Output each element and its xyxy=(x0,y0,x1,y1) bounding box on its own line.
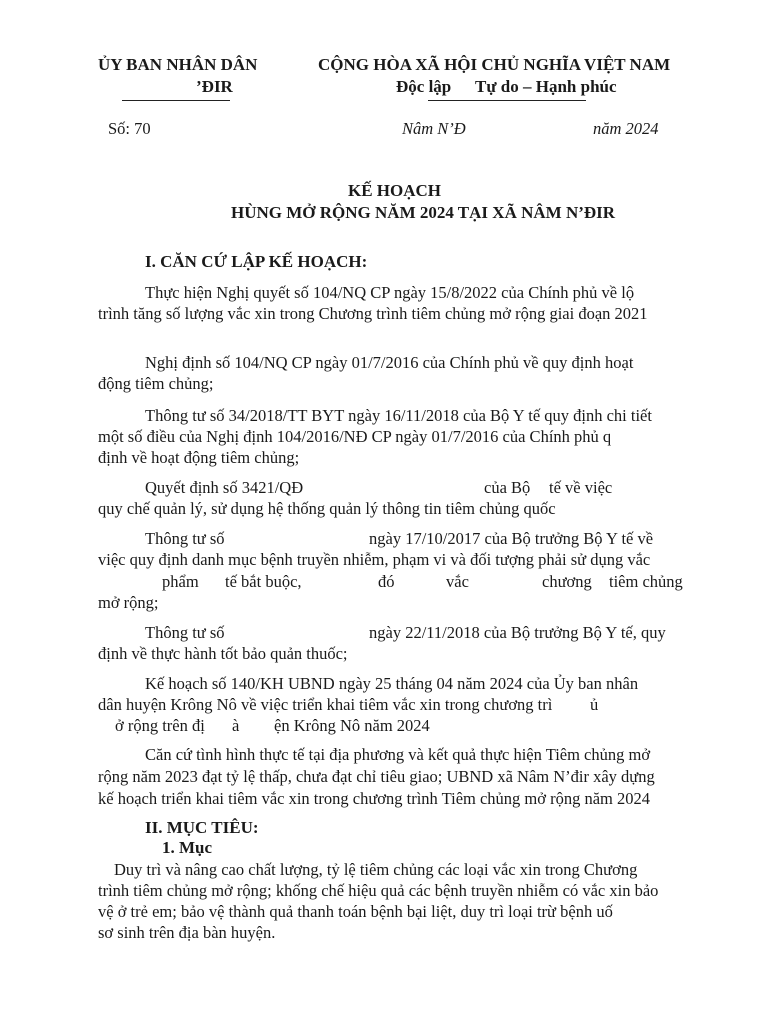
national-motto-b: Tự do – Hạnh phúc xyxy=(475,77,617,96)
para-8-line-1: Căn cứ tình hình thực tế tại địa phương và kết quả thực hiện Tiêm chủng mở xyxy=(145,745,651,764)
section-2-heading: II. MỤC TIÊU: xyxy=(145,818,259,837)
para-5-line-3-w6: tiêm chủng xyxy=(609,572,683,591)
plan-title: KẾ HOẠCH xyxy=(348,181,442,200)
para-7-line-3-w1: ở rộng trên đị xyxy=(115,716,205,735)
agency-locality: ’ĐIR xyxy=(196,77,233,96)
para-7-line-1: Kế hoạch số 140/KH UBND ngày 25 tháng 04 năm 2024 của Ủy ban nhân xyxy=(145,674,639,693)
agency-name: ỦY BAN NHÂN DÂN xyxy=(98,55,258,74)
para-7-line-2b: ủ xyxy=(590,695,599,714)
section-1-heading: I. CĂN CỨ LẬP KẾ HOẠCH: xyxy=(145,252,368,271)
para-2-line-2: động tiêm chủng; xyxy=(98,374,214,393)
plan-subtitle: HÙNG MỞ RỘNG NĂM 2024 TẠI XÃ NÂM N’ĐIR xyxy=(231,203,616,222)
para-4-part-a: Quyết định số 3421/QĐ xyxy=(145,478,304,497)
goal-para-line-1: Duy trì và nâng cao chất lượng, tỷ lệ tiêm chủng các loại vắc xin trong Chương xyxy=(114,860,638,879)
national-motto-a: Độc lập xyxy=(396,77,452,96)
goal-para-line-4: sơ sinh trên địa bàn huyện. xyxy=(98,923,276,942)
para-7-line-3-w2: à xyxy=(232,716,240,735)
para-1-line-2: trình tăng số lượng vắc xin trong Chương trình tiêm chủng mở rộng giai đoạn 2021 xyxy=(98,304,648,323)
para-3-line-3: định về hoạt động tiêm chủng; xyxy=(98,448,300,467)
para-5-line-3-w5: chương xyxy=(542,572,592,591)
document-number: Số: 70 xyxy=(108,119,151,138)
para-5-line-2: việc quy định danh mục bệnh truyền nhiễm, phạm vi và đối tượng phải sử dụng vắc xyxy=(98,550,651,569)
goal-para-line-2: trình tiêm chủng mở rộng; khống chế hiệu quả các bệnh truyền nhiễm có vắc xin bảo xyxy=(98,881,659,900)
para-5-part-b: ngày 17/10/2017 của Bộ trưởng Bộ Y tế về xyxy=(369,529,654,548)
para-7-line-3-w3: ện Krông Nô năm 2024 xyxy=(274,716,430,735)
para-5-part-a: Thông tư số xyxy=(145,529,225,548)
para-3-line-2: một số điều của Nghị định 104/2016/NĐ CP ngày 01/7/2016 của Chính phủ q xyxy=(98,427,612,446)
agency-underline xyxy=(122,100,230,101)
para-3-line-1: Thông tư số 34/2018/TT BYT ngày 16/11/2018 của Bộ Y tế quy định chi tiết xyxy=(145,406,652,425)
document-place: Nâm N’Đ xyxy=(402,119,466,138)
para-8-line-3: kế hoạch triển khai tiêm vắc xin trong chương trình Tiêm chủng mở rộng năm 2024 xyxy=(98,789,651,808)
para-5-line-3-w3: đó xyxy=(378,572,395,591)
para-8-line-2: rộng năm 2023 đạt tỷ lệ thấp, chưa đạt chỉ tiêu giao; UBND xã Nâm N’đir xây dựng xyxy=(98,767,655,786)
para-7-line-2a: dân huyện Krông Nô về việc triển khai tiêm vắc xin trong chương trì xyxy=(98,695,553,714)
section-2-subheading: 1. Mục xyxy=(162,838,213,857)
para-1-line-1: Thực hiện Nghị quyết số 104/NQ CP ngày 15/8/2022 của Chính phủ về lộ xyxy=(145,283,635,302)
para-2-line-1: Nghị định số 104/NQ CP ngày 01/7/2016 của Chính phủ về quy định hoạt xyxy=(145,353,634,372)
motto-underline xyxy=(428,100,586,101)
goal-para-line-3: vệ ở trẻ em; bảo vệ thành quả thanh toán bệnh bại liệt, duy trì loại trừ bệnh uố xyxy=(98,902,613,921)
para-6-line-2: định về thực hành tốt bảo quản thuốc; xyxy=(98,644,348,663)
national-title: CỘNG HÒA XÃ HỘI CHỦ NGHĨA VIỆT NAM xyxy=(318,55,671,74)
para-4-line-2: quy chế quản lý, sử dụng hệ thống quản lý thông tin tiêm chủng quốc xyxy=(98,499,556,518)
para-5-line-4: mở rộng; xyxy=(98,593,159,612)
para-6-part-a: Thông tư số xyxy=(145,623,225,642)
para-4-part-c: tế về việc xyxy=(549,478,613,497)
para-6-part-b: ngày 22/11/2018 của Bộ trưởng Bộ Y tế, quy xyxy=(369,623,666,642)
para-5-line-3-w2: tế bắt buộc, xyxy=(225,572,302,591)
para-5-line-3-w4: vắc xyxy=(446,572,469,591)
para-4-part-b: của Bộ xyxy=(484,478,531,497)
document-year: năm 2024 xyxy=(593,119,659,138)
para-5-line-3-w1: phẩm xyxy=(162,572,199,591)
